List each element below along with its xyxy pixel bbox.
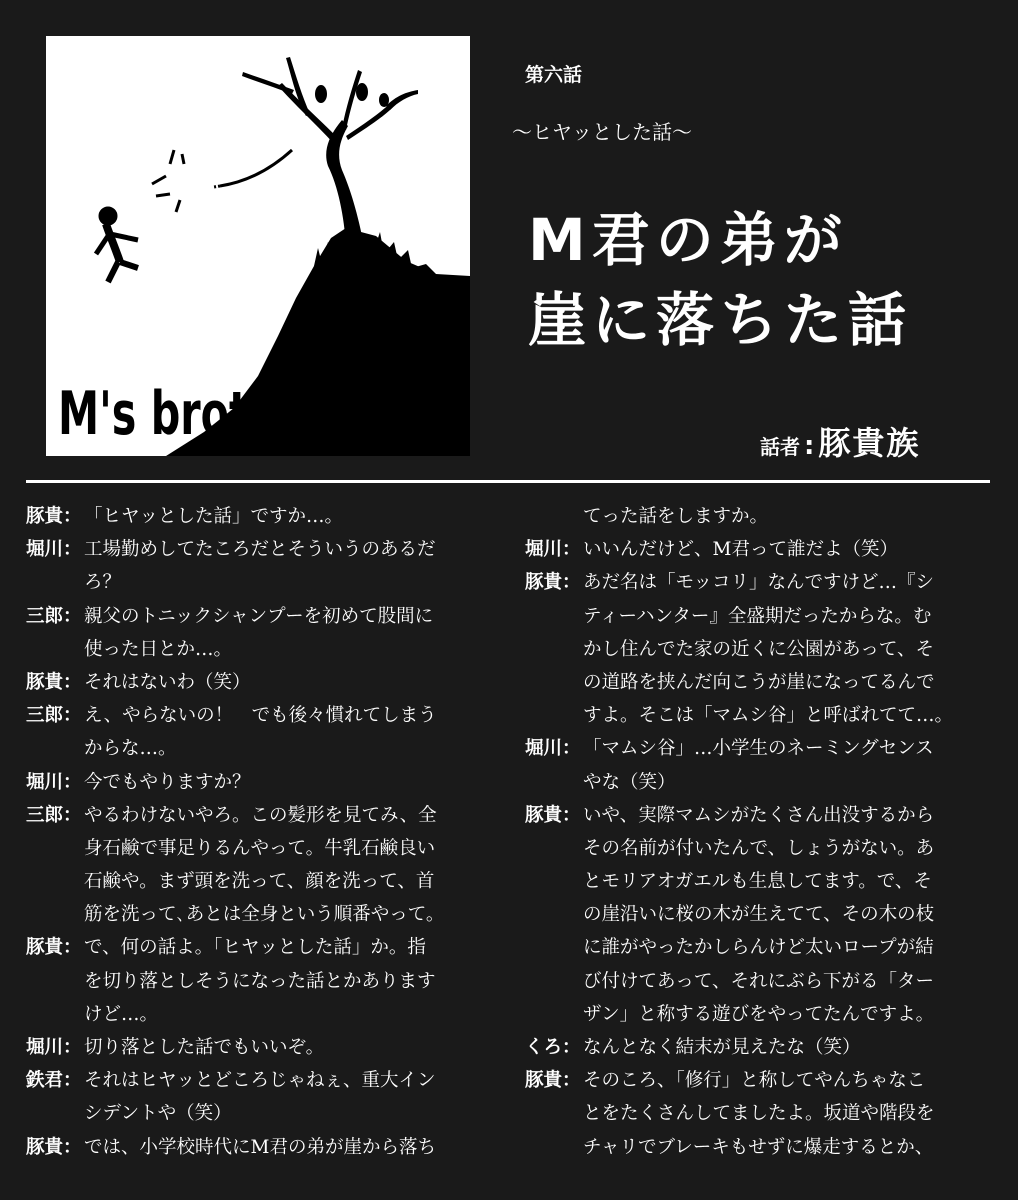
dialogue-text: 石鹸や。まず頭を洗って、顔を洗って、首 [84,871,435,893]
story-title-line1: M君の弟が [528,206,848,274]
dialogue-text: いいんだけど、M君って誰だよ（笑） [583,539,898,561]
dialogue-line [525,799,995,832]
header-divider [26,480,990,483]
dialogue-line [525,1097,995,1130]
dialogue-line [26,1097,496,1130]
dialogue-text: の崖沿いに桜の木が生えてて、その木の枝 [583,904,935,926]
dialogue-line [26,533,496,566]
speaker-name: 堀川： [525,539,581,561]
dialogue-line [525,666,995,699]
dialogue-text: なんとなく結末が見えたな（笑） [583,1037,861,1058]
dialogue-text: すよ。そこは「マムシ谷」と呼ばれてて…。 [583,705,954,727]
dialogue-line [525,865,995,898]
dialogue-line [525,832,995,865]
dialogue-text: 「マムシ谷」…小学生のネーミングセンス [583,738,934,760]
narrator-label: 話者 [760,435,800,459]
dialogue-text: いや、実際マムシがたくさん出没するから [583,804,935,826]
dialogue-line [525,1031,995,1064]
dialogue-line [26,865,496,898]
dialogue-text: かし住んでた家の近くに公園があって、そ [583,638,934,660]
speaker-name: 堀川： [26,771,82,793]
dialogue-column-right [525,500,995,1164]
speaker-name: 豚貴： [26,506,82,527]
speaker-name: 三郎： [26,804,82,826]
speaker-name: 鉄君： [26,1070,82,1092]
dialogue-line [26,633,496,666]
dialogue-text: てった話をしますか。 [583,506,769,527]
dialogue-line [525,898,995,931]
dialogue-line [525,533,995,566]
dialogue-text: で、何の話よ。「ヒヤッとした話」か。指 [84,937,426,959]
speaker-name: 豚貴： [26,937,82,959]
speaker-name: 堀川： [525,738,581,760]
dialogue-text: 切り落とした話でもいいぞ。 [84,1037,325,1058]
speaker-name: 堀川： [26,539,82,561]
dialogue-line [525,931,995,964]
dialogue-text: 今でもやりますか？ [84,771,251,793]
dialogue-line [26,732,496,765]
dialogue-line [26,566,496,599]
episode-illustration [46,36,470,456]
dialogue-text: び付けてあって、それにぶら下がる「ター [583,970,934,992]
dialogue-text: え、やらないの！ でも後々慣れてしまう [84,705,437,727]
dialogue-column-left [26,500,496,1164]
dialogue-line [525,633,995,666]
dialogue-text: 使った日とか…。 [84,638,233,660]
speaker-name: 豚貴： [26,671,82,693]
dialogue-line [26,799,496,832]
narrator-credit [760,418,920,464]
dialogue-line [525,965,995,998]
dialogue-text: ティーハンター』全盛期だったからな。む [583,605,932,627]
dialogue-line [26,931,496,964]
dialogue-line [26,699,496,732]
dialogue-line [525,699,995,732]
dialogue-text: やな（笑） [583,771,676,793]
dialogue-text: 親父のトニックシャンプーを初めて股間に [84,605,434,627]
dialogue-line [525,566,995,599]
dialogue-line [26,666,496,699]
dialogue-text: 「ヒヤッとした話」ですか…。 [84,506,344,527]
dialogue-line [525,600,995,633]
dialogue-line [26,898,496,931]
dialogue-text: とをたくさんしてましたよ。坂道や階段を [583,1103,935,1125]
story-title-line2: 崖に落ちた話 [528,286,913,354]
dialogue-text: チャリでブレーキもせずに爆走するとか、 [583,1136,934,1158]
dialogue-line [26,832,496,865]
dialogue-text: けど…。 [84,1003,159,1025]
dialogue-line [26,600,496,633]
speaker-name: 豚貴： [525,572,581,594]
narrator-name: 豚貴族 [818,424,921,462]
speaker-name: 豚貴： [525,804,581,826]
dialogue-text: を切り落としそうになった話とかあります [84,970,436,992]
speaker-name: 三郎： [26,605,82,627]
dialogue-line [26,998,496,1031]
dialogue-text: では、小学校時代にM君の弟が崖から落ち [84,1136,436,1158]
dialogue-text: に誰がやったかしらんけど太いロープが結 [583,937,934,959]
episode-subtitle: 〜ヒヤッとした話〜 [512,120,692,144]
speaker-name: 堀川： [26,1037,82,1058]
narrator-colon: : [804,431,815,461]
dialogue-text: 筋を洗って､あとは全身という順番やって。 [84,904,445,926]
speaker-name: 三郎： [26,705,82,727]
dialogue-text: 工場勤めしてたころだとそういうのあるだ [84,539,436,561]
dialogue-line [525,1064,995,1097]
dialogue-text: やるわけないやろ。この髪形を見てみ、全 [84,804,437,826]
dialogue-text: ろ？ [84,572,122,594]
dialogue-text: の道路を挟んだ向こうが崖になってるんで [583,671,935,693]
speaker-name: 豚貴： [525,1070,581,1092]
dialogue-text: ザン」と称する遊びをやってたんですよ。 [583,1003,935,1025]
episode-number: 第六話 [525,64,583,86]
dialogue-text: とモリアオガエルも生息してます。で、そ [583,871,932,893]
dialogue-line [26,766,496,799]
story-title [528,200,988,360]
dialogue-text: そのころ、「修行」と称してやんちゃなこ [583,1070,926,1092]
dialogue-line [26,1031,496,1064]
dialogue-line [26,965,496,998]
dialogue-text: あだ名は「モッコリ」なんですけど…『シ [583,572,934,594]
dialogue-text: シデントや（笑） [84,1103,232,1125]
dialogue-text: からな…。 [84,738,177,760]
dialogue-text: それはヒヤッとどころじゃねぇ、重大イン [84,1070,436,1092]
dialogue-text: 身石鹸で事足りるんやって。牛乳石鹸良い [84,837,436,859]
cliff-tree-illustration [46,36,470,456]
dialogue-line [525,1131,995,1164]
dialogue-line [26,1131,496,1164]
speaker-name: 豚貴： [26,1136,82,1158]
dialogue-text: それはないわ（笑） [84,671,251,693]
dialogue-line [26,1064,496,1097]
dialogue-text: その名前が付いたんで、しょうがない。あ [583,837,935,859]
speaker-name: くろ： [525,1037,581,1058]
dialogue-line [26,500,496,533]
dialogue-line [525,500,995,533]
dialogue-line [525,998,995,1031]
illustration-caption: M's brother died. [58,379,458,449]
dialogue-line [525,766,995,799]
dialogue-line [525,732,995,765]
